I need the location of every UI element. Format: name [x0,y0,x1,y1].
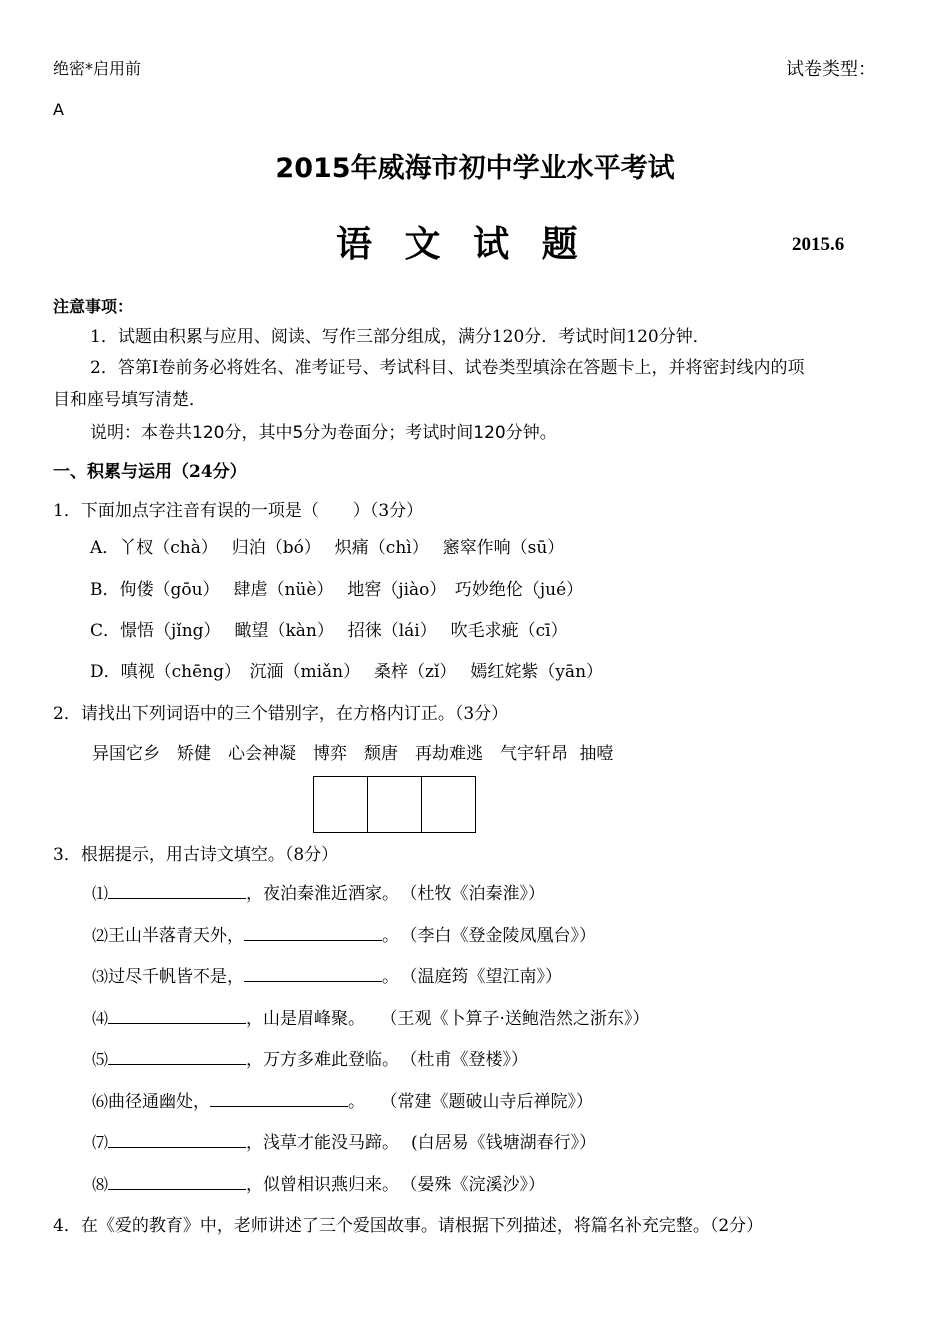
correction-box-3[interactable] [421,776,476,833]
exam-title: 2015年威海市初中学业水平考试 [275,153,675,184]
notes-item-2-cont: 目和座号填写清楚． [53,390,206,410]
q3-item-text: ，山是眉峰聚。 [246,1009,366,1029]
notes-explain: 说明：本卷共120分，其中5分为卷面分；考试时间120分钟。 [90,423,557,443]
secret-label: 绝密*启用前 [53,59,142,78]
q3-item-2 [92,921,596,946]
q3-item-source: （李白《登金陵凤凰台》） [409,926,597,946]
q3-item-number: ⑶ [92,969,109,986]
q3-item-text: 王山半落青天外， [108,926,245,946]
q3-item-text: 过尽千帆皆不是， [108,967,245,987]
q3-item-number: ⑵ [92,928,109,945]
correction-box-2[interactable] [367,776,422,833]
q3-item-text-end: 。 [348,1092,366,1112]
subject-title: 语 文 试 题 [336,224,588,265]
q3-item-number: ⑸ [92,1052,109,1069]
q2-word-last: 抽噎 [579,744,614,763]
q3-item-source: （杜甫《登楼》） [409,1050,529,1070]
exam-date: 2015.6 [792,234,845,255]
notes-item-2: 2．答第Ⅰ卷前务必将姓名、准考证号、考试科目、试卷类型填涂在答题卡上，并将密封线内的项 [90,358,805,378]
q3-item-text-end: 。 [382,967,400,987]
answer-blank[interactable] [108,880,246,899]
q3-item-text: 曲径通幽处， [108,1092,211,1112]
q3-item-1 [92,879,545,904]
q3-item-source: (白居易《钱塘湖春行》） [411,1133,597,1153]
q3-item-3 [92,962,562,987]
q3-item-number: ⑻ [92,1177,109,1194]
q3-item-text: ，浅草才能没马蹄。 [246,1133,400,1153]
correction-box-1[interactable] [313,776,368,833]
q1-option-c: C．憬悟（jǐng） 瞰望（kàn） 招徕（lái） 吹毛求疵（cī） [90,621,568,641]
q3-item-number: ⑴ [92,886,109,903]
q2-words [92,739,613,764]
q3-item-source: （常建《题破山寺后禅院》） [389,1092,594,1112]
q3-item-4 [92,1004,649,1029]
q3-item-number: ⑺ [92,1135,109,1152]
q3-item-source: （杜牧《泊秦淮》） [409,884,546,904]
answer-blank[interactable] [108,1129,246,1148]
q3-stem: 3．根据提示，用古诗文填空。（8分） [53,845,339,865]
paper-type-value: A [53,100,64,119]
q1-option-d: D．嗔视（chēng） 沉湎（miǎn） 桑梓（zǐ） 嫣红姹紫（yān） [90,662,604,682]
q3-item-text: ，似曾相识燕归来。 [246,1175,400,1195]
q3-item-number: ⑹ [92,1094,109,1111]
q4-stem: 4．在《爱的教育》中，老师讲述了三个爱国故事。请根据下列描述，将篇名补充完整。（2分） [53,1216,764,1236]
q1-option-b: B．佝偻（gōu） 肆虐（nüè） 地窖（jiào） 巧妙绝伦（jué） [90,580,584,600]
answer-blank[interactable] [210,1088,348,1107]
q3-item-source: （晏殊《浣溪沙》） [409,1175,546,1195]
notes-heading: 注意事项： [53,297,134,316]
q3-item-source: （王观《卜算子·送鲍浩然之浙东》） [389,1009,650,1029]
q2-stem: 2．请找出下列词语中的三个错别字，在方格内订正。（3分） [53,704,509,724]
q3-item-text: ，夜泊秦淮近酒家。 [246,884,400,904]
q3-item-text-end: 。 [382,926,400,946]
q3-item-number: ⑷ [92,1011,109,1028]
answer-blank[interactable] [108,1005,246,1024]
notes-item-1: 1．试题由积累与应用、阅读、写作三部分组成，满分120分．考试时间120分钟． [90,327,710,347]
section-heading: 一、积累与运用（24分） [53,462,247,482]
q3-item-source: （温庭筠《望江南》） [409,967,563,987]
answer-blank[interactable] [108,1046,246,1065]
q1-stem: 1．下面加点字注音有误的一项是（ ）（3分） [53,501,424,521]
q3-item-8 [92,1170,545,1195]
q3-item-7 [92,1128,596,1153]
correction-grid [313,776,476,833]
q3-item-text: ，万方多难此登临。 [246,1050,400,1070]
q3-item-6 [92,1087,593,1112]
q1-option-a: A．丫杈（chà） 归泊（bó） 炽痛（chì） 窸窣作响（sū） [90,538,565,558]
q2-words-main: 异国它乡 矫健 心会神凝 博弈 颓唐 再劫难逃 气宇轩昂 [92,744,568,764]
q3-item-5 [92,1045,528,1070]
paper-type-label: 试卷类型： [786,59,876,80]
answer-blank[interactable] [108,1171,246,1190]
answer-blank[interactable] [244,963,382,982]
answer-blank[interactable] [244,922,382,941]
